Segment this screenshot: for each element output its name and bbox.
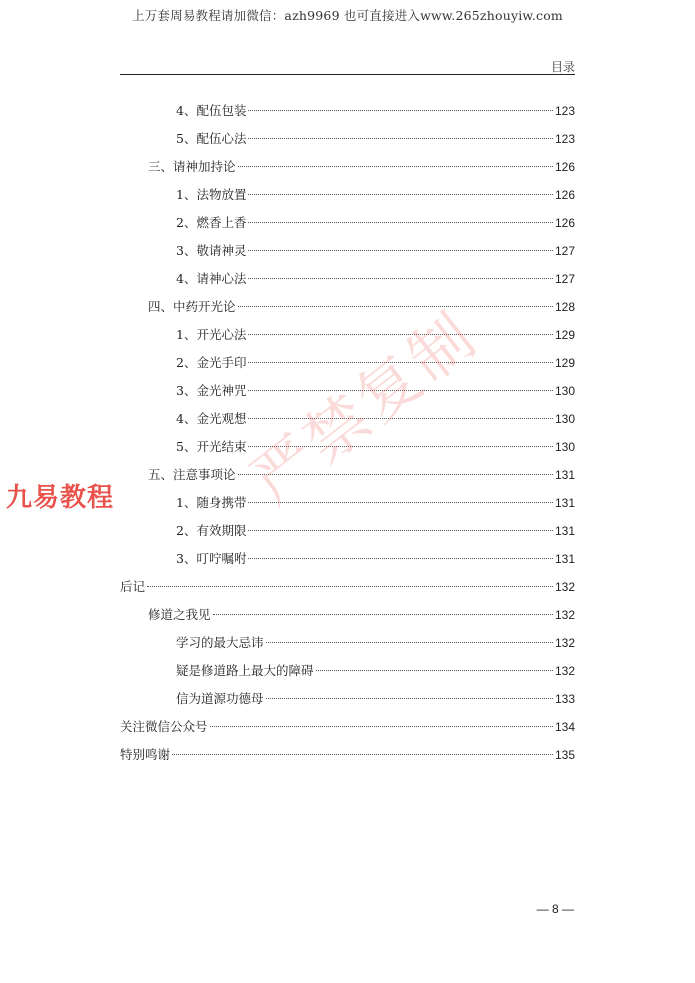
toc-entry[interactable] bbox=[120, 713, 575, 741]
toc-entry[interactable] bbox=[120, 685, 575, 713]
toc-entry[interactable] bbox=[120, 125, 575, 153]
toc-entry-page: 130 bbox=[554, 384, 575, 398]
toc-dot-leader bbox=[248, 278, 553, 279]
toc-entry-page: 129 bbox=[554, 328, 575, 342]
toc-entry-label: 学习的最大忌讳 bbox=[176, 635, 264, 650]
toc-entry-label: 1、开光心法 bbox=[176, 327, 247, 342]
running-header: 目录 bbox=[550, 60, 575, 74]
toc-entry[interactable] bbox=[120, 657, 575, 685]
toc-dot-leader bbox=[213, 614, 553, 615]
toc-dot-leader bbox=[248, 138, 553, 139]
toc-entry-label: 5、配伍心法 bbox=[176, 131, 247, 146]
toc-entry-page: 131 bbox=[554, 496, 575, 510]
toc-entry-label: 3、敬请神灵 bbox=[176, 243, 247, 258]
toc-entry[interactable] bbox=[120, 741, 575, 769]
toc-dot-leader bbox=[266, 698, 553, 699]
toc-entry[interactable] bbox=[120, 629, 575, 657]
toc-entry-page: 135 bbox=[554, 748, 575, 762]
toc-entry-page: 132 bbox=[554, 664, 575, 678]
toc-entry-label: 1、法物放置 bbox=[176, 187, 247, 202]
toc-entry-page: 134 bbox=[554, 720, 575, 734]
toc-entry-label: 四、中药开光论 bbox=[148, 299, 236, 314]
toc-entry-page: 127 bbox=[554, 244, 575, 258]
toc-entry-page: 130 bbox=[554, 412, 575, 426]
watermark-logo-text: 九易教程 bbox=[6, 483, 115, 513]
toc-entry-label: 4、配伍包装 bbox=[176, 103, 247, 118]
toc-entry-label: 5、开光结束 bbox=[176, 439, 247, 454]
toc-entry[interactable] bbox=[120, 545, 575, 573]
toc-entry[interactable] bbox=[120, 517, 575, 545]
toc-entry-page: 126 bbox=[554, 160, 575, 174]
toc-entry[interactable] bbox=[120, 153, 575, 181]
toc-entry-label: 特别鸣谢 bbox=[120, 747, 171, 762]
toc-entry-label: 修道之我见 bbox=[148, 607, 211, 622]
toc-entry[interactable] bbox=[120, 601, 575, 629]
toc-entry-page: 132 bbox=[554, 608, 575, 622]
toc-entry[interactable] bbox=[120, 209, 575, 237]
toc-dot-leader bbox=[248, 530, 553, 531]
toc-dot-leader bbox=[266, 642, 553, 643]
toc-entry-page: 123 bbox=[554, 104, 575, 118]
toc-entry[interactable] bbox=[120, 293, 575, 321]
toc-entry-page: 127 bbox=[554, 272, 575, 286]
toc-entry-page: 128 bbox=[554, 300, 575, 314]
toc-dot-leader bbox=[210, 726, 553, 727]
toc-entry-page: 133 bbox=[554, 692, 575, 706]
watermark-stamp: 严禁复制 bbox=[238, 297, 491, 518]
toc-dot-leader bbox=[248, 222, 553, 223]
toc-dot-leader bbox=[238, 166, 553, 167]
toc-entry[interactable] bbox=[120, 321, 575, 349]
toc-entry-label: 三、请神加持论 bbox=[148, 159, 236, 174]
toc-dot-leader bbox=[147, 586, 553, 587]
toc-dot-leader bbox=[238, 306, 553, 307]
toc-entry-page: 126 bbox=[554, 188, 575, 202]
toc-entry[interactable] bbox=[120, 237, 575, 265]
toc-entry-label: 疑是修道路上最大的障碍 bbox=[176, 663, 314, 678]
toc-entry[interactable] bbox=[120, 489, 575, 517]
toc-entry-label: 4、金光观想 bbox=[176, 411, 247, 426]
toc-entry[interactable] bbox=[120, 573, 575, 601]
toc-dot-leader bbox=[248, 194, 553, 195]
toc-entry-label: 后记 bbox=[120, 579, 146, 594]
toc-dot-leader bbox=[248, 110, 553, 111]
toc-entry-label: 2、有效期限 bbox=[176, 523, 247, 538]
toc-entry-label: 4、请神心法 bbox=[176, 271, 247, 286]
toc-entry-page: 132 bbox=[554, 580, 575, 594]
toc-entry-label: 2、燃香上香 bbox=[176, 215, 247, 230]
toc-entry[interactable] bbox=[120, 265, 575, 293]
toc-dot-leader bbox=[172, 754, 553, 755]
toc-entry-label: 关注微信公众号 bbox=[120, 719, 208, 734]
toc-dot-leader bbox=[316, 670, 553, 671]
toc-entry-label: 3、叮咛嘱咐 bbox=[176, 551, 247, 566]
toc-entry-label: 信为道源功德母 bbox=[176, 691, 264, 706]
toc-entry-label: 五、注意事项论 bbox=[148, 467, 236, 482]
toc-entry-page: 123 bbox=[554, 132, 575, 146]
toc-entry-label: 2、金光手印 bbox=[176, 355, 247, 370]
toc-entry[interactable] bbox=[120, 97, 575, 125]
toc-entry[interactable] bbox=[120, 181, 575, 209]
toc-entry-page: 126 bbox=[554, 216, 575, 230]
toc-entry-page: 131 bbox=[554, 468, 575, 482]
toc-entry-label: 3、金光神咒 bbox=[176, 383, 247, 398]
header-rule bbox=[120, 74, 575, 75]
toc-entry-page: 132 bbox=[554, 636, 575, 650]
toc-entry-page: 131 bbox=[554, 552, 575, 566]
page-number: — 8 — bbox=[536, 902, 574, 916]
top-banner: 上万套周易教程请加微信：azh9969 也可直接进入www.265zhouyiw.com bbox=[132, 8, 563, 23]
toc-dot-leader bbox=[248, 558, 553, 559]
toc-entry-page: 130 bbox=[554, 440, 575, 454]
toc-entry-page: 131 bbox=[554, 524, 575, 538]
toc-dot-leader bbox=[248, 250, 553, 251]
toc-entry-page: 129 bbox=[554, 356, 575, 370]
toc-entry-label: 1、随身携带 bbox=[176, 495, 247, 510]
